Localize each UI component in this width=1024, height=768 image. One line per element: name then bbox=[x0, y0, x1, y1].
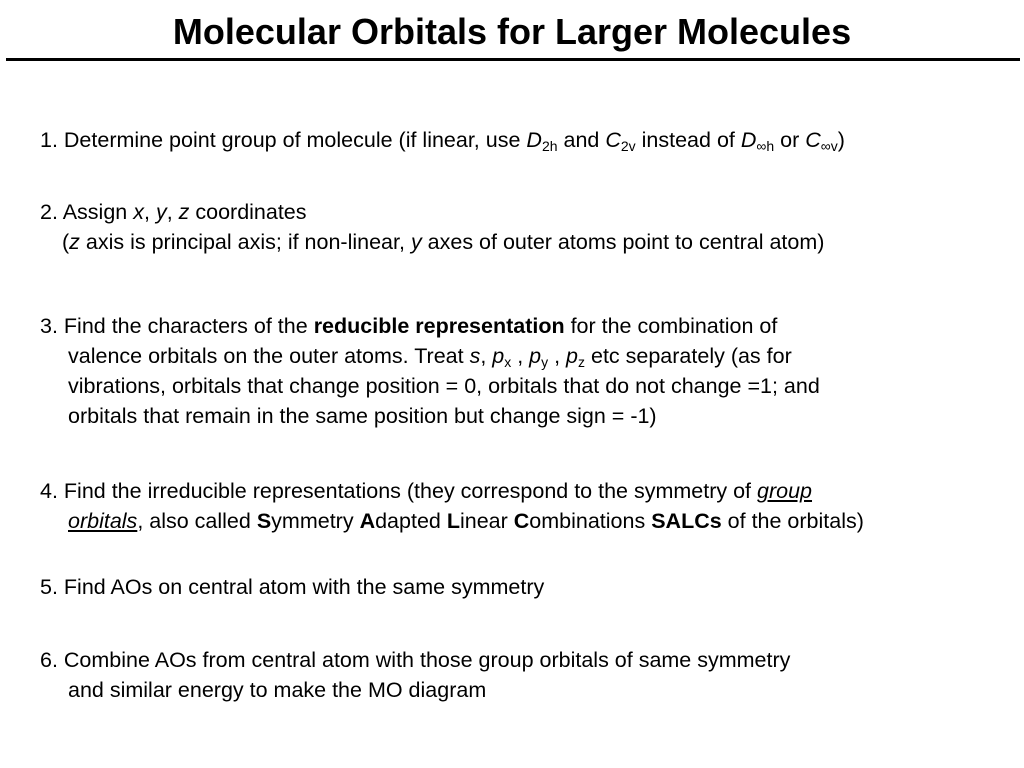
step-2-line-1: 2. Assign x, y, z coordinates bbox=[40, 200, 307, 224]
step-4-line-2: orbitals, also called Symmetry Adapted Linear Combinations SALCs of the orbitals) bbox=[68, 509, 864, 533]
step-2 bbox=[40, 197, 824, 257]
slide-title: Molecular Orbitals for Larger Molecules bbox=[172, 11, 852, 52]
step-2-line-2: (z axis is principal axis; if non-linear, y axes of outer atoms point to central atom) bbox=[62, 230, 825, 254]
step-6-line-1: 6. Combine AOs from central atom with those group orbitals of same symmetry bbox=[40, 648, 791, 672]
step-1-line-1: 1. Determine point group of molecule (if linear, use $D_{2h}$ and $C_{2v}$ instead of $D_{\infty h}$ or $C_{\infty v}$) bbox=[40, 128, 845, 154]
step-3-line-4: orbitals that remain in the same position but change sign = -1) bbox=[68, 404, 657, 428]
step-4-line-1: 4. Find the irreducible representations (they correspond to the symmetry of group bbox=[40, 479, 813, 503]
title-divider bbox=[6, 58, 1020, 61]
step-5 bbox=[40, 572, 544, 602]
step-3-line-1: 3. Find the characters of the reducible representation for the combination of bbox=[40, 314, 778, 338]
step-1 bbox=[40, 125, 845, 155]
step-5-line-1: 5. Find AOs on central atom with the same symmetry bbox=[40, 575, 545, 599]
step-3-line-2: valence orbitals on the outer atoms. Treat s, $p_x$ , $p_y$ , $p_z$ etc separately (as for bbox=[68, 344, 792, 370]
step-6-line-2: and similar energy to make the MO diagram bbox=[68, 678, 487, 702]
step-4 bbox=[40, 476, 864, 536]
step-3-line-3: vibrations, orbitals that change position = 0, orbitals that do not change =1; and bbox=[68, 374, 820, 398]
step-3 bbox=[40, 311, 820, 431]
step-6 bbox=[40, 645, 790, 705]
